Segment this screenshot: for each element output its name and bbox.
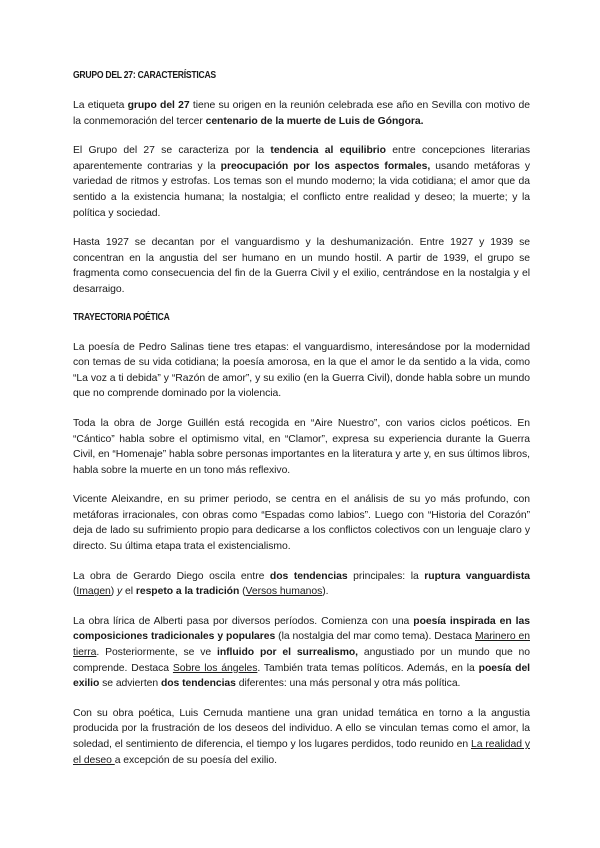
text-run: angustiado por un mundo que no comprende. Destaca [73, 647, 530, 674]
bold-centenario: centenario de la muerte de Luis de Góngora. [205, 115, 424, 127]
paragraph-guillen: Toda la obra de Jorge Guillén está recogida en “Aire Nuestro”, con varios ciclos poéticos. En “Cántico” habla sobre el optimismo vital, en “Clamor”, expresa su experiencia durante la Guerra Civil, en “Homenaje” habla sobre personas importantes en la literatura y arte y, en sus últimos libros, habla sobre la muerte en un tono más reflexivo. [73, 417, 530, 476]
bold-surrealismo: influido por el surrealismo, [216, 647, 359, 659]
text-run: entre concepciones literarias aparentemente contrarias y la [73, 145, 530, 172]
underlined-versos-humanos: Versos humanos [245, 586, 323, 598]
text-run: . Posteriormente, se ve [96, 647, 217, 659]
text-run: La obra de Gerardo Diego oscila entre [73, 570, 270, 582]
text-run: principales: la [347, 570, 425, 582]
bold-preocupacion-formal: preocupación por los aspectos formales, [220, 160, 431, 172]
text-run: a excepción de su poesía del exilio. [114, 754, 277, 766]
text-run: ( [239, 586, 246, 598]
bold-poesia-exilio: poesía del exilio [73, 662, 531, 690]
bold-ruptura-vanguardista: ruptura vanguardista [424, 570, 530, 582]
paragraph-etapas: Hasta 1927 se decantan por el vanguardismo y la deshumanización. Entre 1927 y 1939 se concentran en la angustia del ser humano en un mundo hostil. A partir de 1939, el grupo se fragmenta como consecuencia del fin de la Guerra Civil y el exilio, centrándose en la nostalgia y el desarraigo. [73, 237, 530, 295]
text-run: diferentes: una más personal y otra más política. [235, 678, 461, 690]
paragraph-caracteristicas [73, 143, 530, 221]
text-run: Con su obra poética, Luis Cernuda mantiene una gran unidad temática en torno a la angustia producida por la frustración de los deseos del individuo. A ello se vinculan temas como el amor, la soledad, el sentimiento de diferencia, el tiempo y los lugares perdidos, todo reunido en [73, 707, 530, 750]
text-run: el [122, 586, 136, 598]
bold-respeto-tradicion: respeto a la tradición [135, 586, 240, 598]
text-run: . También trata temas políticos. Además, en la [257, 662, 479, 674]
bold-tendencia-equilibrio: tendencia al equilibrio [270, 145, 386, 157]
paragraph-origen [73, 98, 530, 129]
bold-dos-tendencias: dos tendencias [160, 678, 236, 690]
section-heading-trayectoria: TRAYECTORIA POÉTICA [73, 311, 170, 323]
text-run: ) [110, 586, 118, 598]
text-run: ( [73, 586, 77, 598]
text-run: La obra lírica de Alberti pasa por diversos períodos. Comienza con una [73, 615, 414, 627]
underlined-imagen: Imagen [76, 586, 111, 598]
bold-poesia-inspirada: poesía inspirada en las composiciones tradicionales y populares [73, 615, 530, 643]
underlined-la-realidad-y-el-deseo: La realidad y el deseo [73, 739, 530, 766]
bold-grupo-del-27: grupo del 27 [127, 100, 190, 111]
text-run: La etiqueta [73, 100, 128, 111]
text-run: tiene su origen en la reunión celebrada ese año en Sevilla con motivo de la conmemoración del tercer [73, 100, 530, 127]
paragraph-salinas: La poesía de Pedro Salinas tiene tres etapas: el vanguardismo, interesándose por la modernidad con temas de su vida cotidiana; la poesía amorosa, en la que el amor le da sentido a la vida, como “La voz a ti debida” y “Razón de amor”, y su exilio (en la Guerra Civil), donde habla sobre un mundo que no comprende dominado por la violencia. [73, 341, 530, 400]
paragraph-diego [73, 569, 530, 600]
section-heading-caracteristicas: GRUPO DEL 27: CARACTERÍSTICAS [73, 70, 216, 81]
text-run: usando metáforas y variedad de ritmos y estrofas. Los temas son el mundo moderno; la vida cotidiana; el amor que da sentido a la existencia humana; la nostalgia; el conflicto entre realidad y deseo; la muerte; y la política y sociedad. [73, 160, 530, 219]
text-run: ). [322, 586, 329, 598]
text-run: (la nostalgia del mar como tema). Destaca [275, 631, 475, 643]
paragraph-cernuda [73, 706, 530, 768]
italic-y: y [117, 586, 123, 598]
underlined-marinero-en-tierra: Marinero en tierra [73, 631, 530, 659]
bold-dos-tendencias: dos tendencias [269, 570, 348, 582]
underlined-sobre-los-angeles: Sobre los ángeles [172, 662, 258, 674]
text-run: se advierten [99, 678, 161, 690]
paragraph-aleixandre: Vicente Aleixandre, en su primer periodo, se centra en el análisis de su yo más profundo, con metáforas irracionales, con obras como “Espadas como labios”. Luego con “Historia del Corazón” deja de lado su sufrimiento propio para dedicarse a los conflictos colectivos con un lenguaje claro y directo. Su última etapa trata el existencialismo. [73, 494, 530, 553]
text-run: El Grupo del 27 se caracteriza por la [73, 145, 271, 157]
paragraph-alberti [73, 614, 530, 692]
